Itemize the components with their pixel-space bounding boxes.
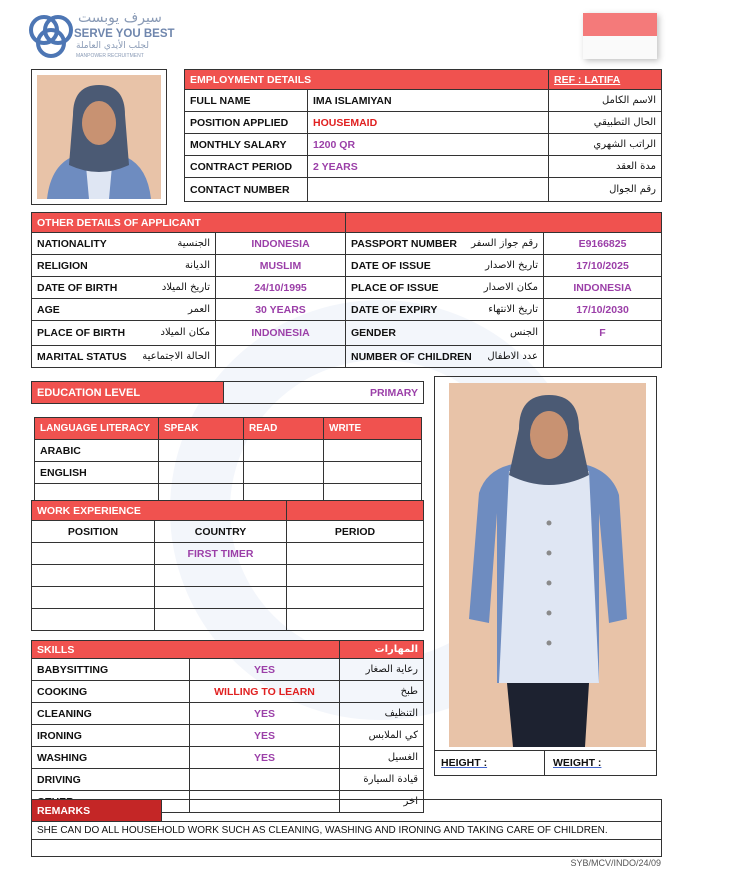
table-row (185, 112, 662, 134)
work-experience-header: WORK EXPERIENCE (32, 501, 287, 521)
weight-label: WEIGHT : (553, 757, 602, 769)
table-row (32, 703, 424, 725)
skill-washing-arabic: الغسيل (340, 747, 424, 769)
table-row (35, 440, 422, 462)
language-table (34, 417, 422, 506)
table-row (32, 769, 424, 791)
table-row (32, 277, 662, 299)
contact-label: CONTACT NUMBER (185, 178, 308, 202)
skill-washing-label: WASHING (32, 747, 190, 769)
issue-date-value: 17/10/2025 (544, 255, 662, 277)
dob-label: DATE OF BIRTH (37, 281, 118, 294)
work-period-header: PERIOD (287, 521, 424, 543)
remarks-table (31, 799, 662, 857)
remarks-header: REMARKS (32, 800, 162, 822)
speak-header: SPEAK (159, 418, 244, 440)
education-table (31, 381, 424, 404)
other-details-table (31, 212, 662, 368)
remarks-text: SHE CAN DO ALL HOUSEHOLD WORK SUCH AS CLEANING, WASHING AND IRONING AND TAKING CARE OF CHILDREN. (32, 822, 662, 840)
table-row (32, 543, 424, 565)
marital-value (216, 346, 346, 368)
table-row (32, 659, 424, 681)
children-label: NUMBER OF CHILDREN (351, 350, 472, 363)
expiry-cell (346, 299, 544, 321)
height-label: HEIGHT : (435, 751, 545, 776)
table-row (185, 178, 662, 202)
religion-arabic: الديانة (184, 259, 210, 271)
full-name-label: FULL NAME (185, 90, 308, 112)
skill-ironing-arabic: كي الملابس (340, 725, 424, 747)
nationality-value: INDONESIA (216, 233, 346, 255)
issue-date-label: DATE OF ISSUE (351, 259, 431, 272)
contract-label: CONTRACT PERIOD (185, 156, 308, 178)
position-value: HOUSEMAID (308, 112, 549, 134)
indonesia-flag-icon (583, 13, 657, 59)
gender-cell (346, 321, 544, 346)
table-row (32, 255, 662, 277)
skill-cooking-label: COOKING (32, 681, 190, 703)
table-row (32, 321, 662, 346)
table-row (32, 747, 424, 769)
children-arabic: عدد الاطفال (487, 350, 539, 362)
applicant-photo-fullbody (449, 383, 646, 747)
nationality-arabic: الجنسية (177, 237, 210, 249)
remarks-blank (32, 840, 662, 857)
nationality-cell (32, 233, 216, 255)
skill-other-arabic: اخر (340, 791, 424, 813)
language-english: ENGLISH (35, 462, 159, 484)
pob-cell (32, 321, 216, 346)
pob-value: INDONESIA (216, 321, 346, 346)
table-row (32, 565, 424, 587)
portrait-figure-icon (37, 75, 161, 199)
marital-cell (32, 346, 216, 368)
religion-value: MUSLIM (216, 255, 346, 277)
skill-cooking-value: WILLING TO LEARN (190, 681, 340, 703)
marital-label: MARITAL STATUS (37, 350, 127, 363)
reference-label: REF : LATIFA (549, 70, 662, 90)
gender-value: F (544, 321, 662, 346)
table-row (185, 156, 662, 178)
position-arabic: الحال التطبيقي (549, 112, 662, 134)
applicant-photo-full-frame (434, 376, 657, 776)
table-row (185, 134, 662, 156)
skill-ironing-label: IRONING (32, 725, 190, 747)
table-row (32, 521, 424, 543)
issue-place-value: INDONESIA (544, 277, 662, 299)
dob-arabic: تاريخ الميلاد (161, 281, 210, 293)
passport-label: PASSPORT NUMBER (351, 237, 457, 250)
applicant-photo-portrait (31, 69, 167, 205)
expiry-label: DATE OF EXPIRY (351, 303, 438, 316)
passport-arabic: رقم جواز السفر (471, 237, 539, 249)
issue-date-arabic: تاريخ الاصدار (485, 259, 539, 271)
pob-label: PLACE OF BIRTH (37, 327, 126, 339)
skill-babysitting-value: YES (190, 659, 340, 681)
age-cell (32, 299, 216, 321)
table-row (185, 90, 662, 112)
skills-table (31, 640, 424, 813)
table-row (32, 609, 424, 631)
salary-arabic: الراتب الشهري (549, 134, 662, 156)
work-position-header: POSITION (32, 521, 155, 543)
age-value: 30 YEARS (216, 299, 346, 321)
skills-header-arabic: المهارات (340, 641, 424, 659)
religion-cell (32, 255, 216, 277)
expiry-value: 17/10/2030 (544, 299, 662, 321)
passport-value: E9166825 (544, 233, 662, 255)
skill-babysitting-label: BABYSITTING (32, 659, 190, 681)
issue-place-label: PLACE OF ISSUE (351, 281, 439, 294)
work-experience-header-blank (287, 501, 424, 521)
footer-code: SYB/MCV/INDO/24/09 (570, 858, 661, 868)
other-details-header-blank (346, 213, 662, 233)
contract-arabic: مدة العقد (549, 156, 662, 178)
work-country-value: FIRST TIMER (155, 543, 287, 565)
skill-cleaning-label: CLEANING (32, 703, 190, 725)
logo-english: SERVE YOU BEST (74, 28, 175, 40)
contract-value: 2 YEARS (308, 156, 549, 178)
nationality-label: NATIONALITY (37, 237, 107, 250)
table-row (32, 587, 424, 609)
work-experience-table (31, 500, 424, 631)
passport-cell (346, 233, 544, 255)
employment-details-table (184, 69, 662, 202)
table-row (32, 346, 662, 368)
table-row (32, 299, 662, 321)
skills-header: SKILLS (32, 641, 340, 659)
children-value (544, 346, 662, 368)
work-country-header: COUNTRY (155, 521, 287, 543)
skill-driving-value (190, 769, 340, 791)
full-name-value: IMA ISLAMIYAN (308, 90, 549, 112)
logo-arabic-sub: لجلب الأيدي العاملة (76, 41, 149, 51)
children-cell (346, 346, 544, 368)
table-row (32, 725, 424, 747)
contact-value (308, 178, 549, 202)
logo-sub: MANPOWER RECRUITMENT (76, 53, 144, 59)
religion-label: RELIGION (37, 259, 88, 272)
expiry-arabic: تاريخ الانتهاء (488, 303, 539, 315)
skill-driving-label: DRIVING (32, 769, 190, 791)
language-arabic: ARABIC (35, 440, 159, 462)
skill-cooking-arabic: طبخ (340, 681, 424, 703)
gender-label: GENDER (351, 327, 396, 339)
company-logo (28, 12, 228, 62)
skill-washing-value: YES (190, 747, 340, 769)
issue-place-arabic: مكان الاصدار (483, 281, 539, 293)
skill-cleaning-value: YES (190, 703, 340, 725)
salary-value: 1200 QR (308, 134, 549, 156)
age-arabic: العمر (188, 303, 210, 315)
table-row (35, 462, 422, 484)
age-label: AGE (37, 303, 60, 316)
issue-date-cell (346, 255, 544, 277)
dob-value: 24/10/1995 (216, 277, 346, 299)
education-label: EDUCATION LEVEL (32, 382, 224, 404)
issue-place-cell (346, 277, 544, 299)
skill-ironing-value: YES (190, 725, 340, 747)
contact-arabic: رقم الجوال (549, 178, 662, 202)
table-row (32, 681, 424, 703)
other-details-header: OTHER DETAILS OF APPLICANT (32, 213, 346, 233)
table-row (32, 233, 662, 255)
skill-driving-arabic: قيادة السيارة (340, 769, 424, 791)
employment-header: EMPLOYMENT DETAILS (185, 70, 549, 90)
education-value: PRIMARY (224, 382, 424, 404)
full-name-arabic: الاسم الكامل (549, 90, 662, 112)
logo-arabic: سيرف يوبست (78, 10, 162, 26)
language-header: LANGUAGE LITERACY (35, 418, 159, 440)
skill-babysitting-arabic: رعاية الصغار (340, 659, 424, 681)
gender-arabic: الجنس (509, 327, 539, 338)
pob-arabic: مكان الميلاد (160, 327, 210, 338)
logo-emblem-icon (28, 12, 74, 60)
marital-arabic: الحالة الاجتماعية (142, 350, 210, 362)
dob-cell (32, 277, 216, 299)
salary-label: MONTHLY SALARY (185, 134, 308, 156)
fullbody-figure-icon (449, 383, 646, 747)
position-label: POSITION APPLIED (185, 112, 308, 134)
read-header: READ (244, 418, 324, 440)
skill-cleaning-arabic: التنظيف (340, 703, 424, 725)
write-header: WRITE (324, 418, 422, 440)
measure-row (435, 750, 656, 776)
